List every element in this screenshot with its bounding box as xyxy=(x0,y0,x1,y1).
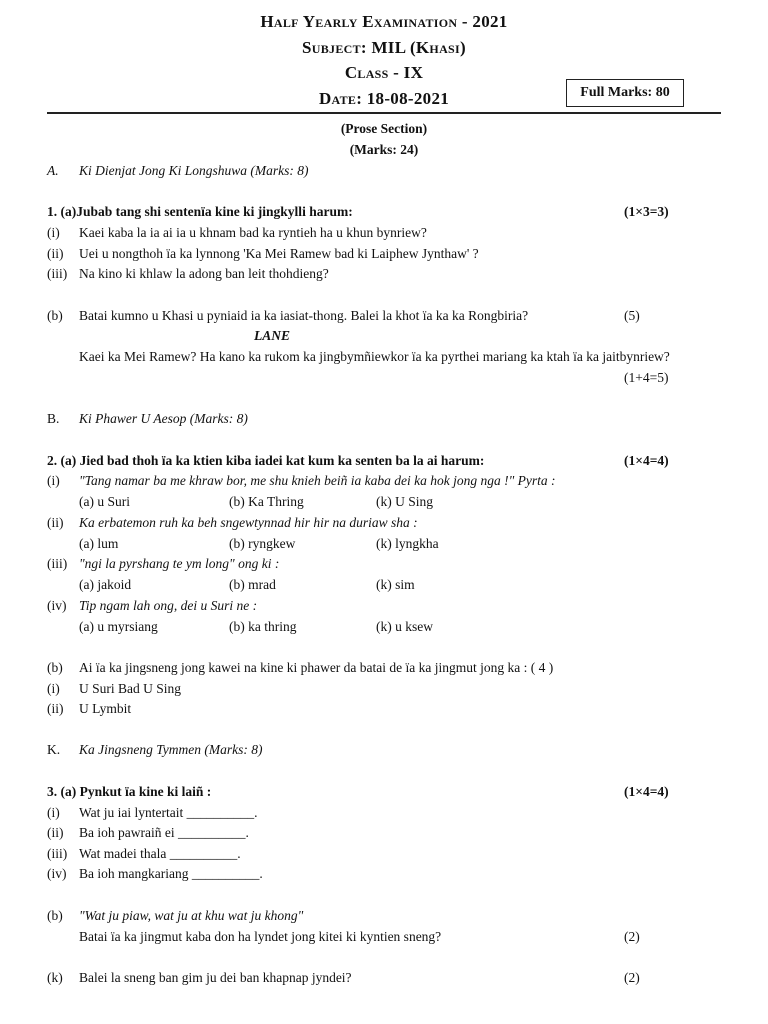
section-title: (Prose Section) xyxy=(340,121,428,136)
section-marks: (Marks: 24) xyxy=(349,142,419,157)
date-line: Date: 18-08-2021 xyxy=(318,89,450,108)
header-rule xyxy=(47,112,721,114)
exam-page: Half Yearly Examination - 2021 Subject: MIL (Khasi) Class - IX Date: 18-08-2021 Full Marks: 80 (Prose Section) (Marks: 24) A. Ki Dienjat Jong Ki Longshuwa (Marks: 8) 1. (a)Jubab tang shi sentenïa kine ki jingkylli harum: (1×3=3) (i) Kaei kaba la ia ai ia u khnam bad ka ryntieh ha u khun bynriew? (ii) Uei u nongthoh ïa ka lynnong 'Ka Mei Ramew bad ki Laiphew Jynthaw' ? (iii) Na kino ki khlaw la adong ban leit thohdieng? (b) Batai kumno u Khasi u pyniaid ia ka iasiat-thong. Balei la khot ïa ka ka Rongbiria? (5) LANE Kaei ka Mei Ramew? Ha kano ka rukom ka jingbymñiewkor ïa ka pyrthei mariang ka ktah ïa ka jaitbynriew? (1+4=5) B. Ki Phawer U Aesop (Marks: 8) 2. (a) Jied bad thoh ïa ka ktien kiba iadei kat kum ka senten ba la ai harum: (1×4=4) (i) "Tang namar ba me khraw bor, me shu knieh beiñ ia kaba dei ka hok jong nga !" Pyrta : (a) u Suri (b) Ka Thring (k) U Sing (ii) Ka erbatemon ruh ka beh sngewtynnad hir hir na duriaw sha : (a) lum (b) ryngkew (k) lyngkha (iii) "ngi la pyrshang te ym long" ong ki : (a) jakoid (b) mrad (k) sim (iv) Tip ngam lah ong, dei u Suri ne : (a) u myrsiang (b) ka thring (k) u ksew (b) Ai ïa ka jingsneng jong kawei na kine ki phawer da batai de ïa ka jingmut jong ka : ( 4 ) (i) U Suri Bad U Sing (ii) U Lymbit K. Ka Jingsneng Tymmen (Marks: 8) 3. (a) Pynkut ïa kine ki laiñ : (1×4=4) (i) Wat ju iai lyntertait __________. (ii) Ba ioh pawraiñ ei __________. (iii) Wat madei thala __________. (iv) Ba ioh mangkariang __________. (b) "Wat ju piaw, wat ju at khu wat ju khong" Batai ïa ka jingmut kaba don ha lyndet jong kitei ki kyntien sneng? (2) (k) Balei la sneng ban gim ju dei ban khapnap jyndei? (2) xyxy=(0,0,768,1024)
subject-line: Subject: MIL (Khasi) xyxy=(302,38,466,57)
full-marks-box: Full Marks: 80 xyxy=(566,79,684,107)
class-line: Class - IX xyxy=(344,63,424,82)
or-label: LANE xyxy=(254,328,291,343)
exam-title: Half Yearly Examination - 2021 xyxy=(260,12,508,31)
